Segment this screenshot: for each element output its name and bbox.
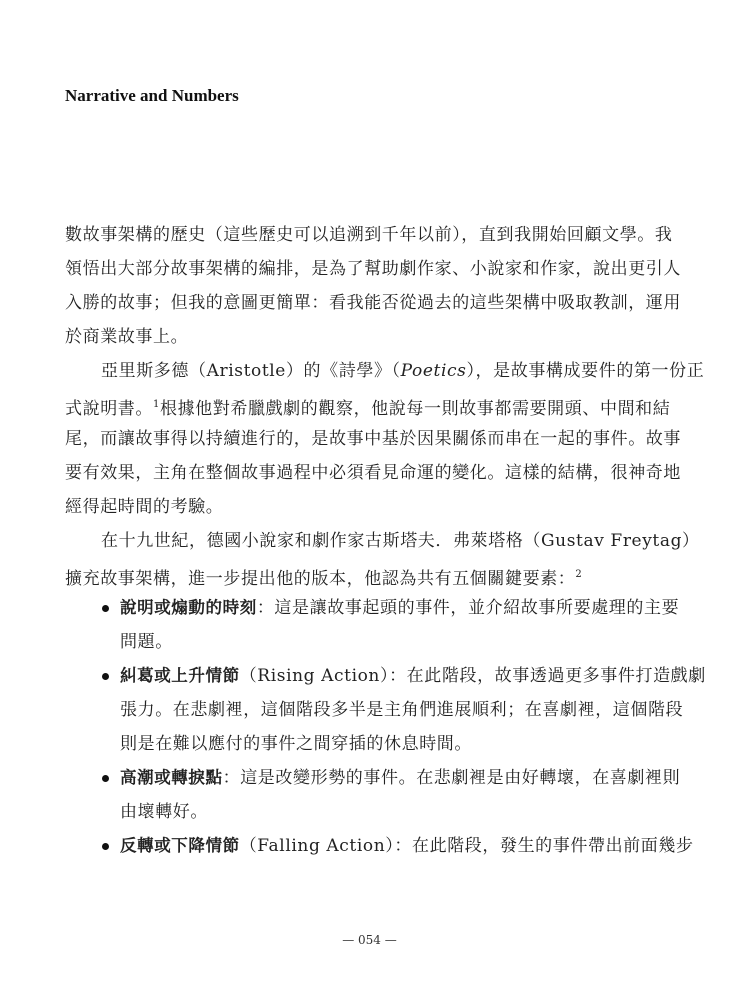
bullet-line: 由壞轉好。 — [120, 802, 208, 822]
paragraph-line: 數故事架構的歷史（這些歷史可以追溯到千年以前），直到我開始回顧文學。我 — [65, 225, 673, 245]
paragraph-line: 要有效果，主角在整個故事過程中必須看見命運的變化。這樣的結構，很神奇地 — [65, 463, 681, 483]
paragraph-line: 領悟出大部分故事架構的編排，是為了幫助劇作家、小說家和作家，說出更引人 — [65, 259, 681, 279]
bullet-dot-icon — [102, 843, 109, 850]
bullet-line — [120, 591, 681, 625]
text-run: 根據他對希臘戲劇的觀察，他說每一則故事都需要開頭、中間和結 — [159, 399, 671, 419]
bullet-line — [120, 829, 694, 863]
text-run: ：這是讓故事起頭的事件，並介紹故事所要處理的主要 — [256, 598, 680, 618]
bullet-term: 糾葛或上升情節 — [120, 666, 240, 685]
bullet-item — [96, 591, 681, 659]
bullet-line: 問題。 — [120, 632, 173, 652]
bullet-term: 反轉或下降情節 — [120, 836, 240, 855]
bullet-dot-icon — [102, 673, 109, 680]
footnote-ref: 2 — [575, 569, 583, 580]
paragraph-line: 尾，而讓故事得以持續進行的，是故事中基於因果關係而串在一起的事件。故事 — [65, 429, 681, 449]
bullet-term: 高潮或轉捩點 — [120, 768, 223, 787]
paragraph-line: 經得起時間的考驗。 — [65, 497, 224, 517]
text-run: 擴充故事架構，進一步提出他的版本，他認為共有五個關鍵要素： — [65, 569, 576, 589]
bullet-dot-icon — [102, 605, 109, 612]
bullet-item — [96, 761, 681, 829]
text-run: 式說明書。 — [65, 399, 153, 419]
italic-title: Poetics — [400, 361, 467, 381]
bullet-line — [120, 761, 681, 795]
bullet-item — [96, 829, 694, 863]
footnote-ref: 1 — [153, 399, 160, 410]
bullet-line: 張力。在悲劇裡，這個階段多半是主角們進展順利；在喜劇裡，這個階段 — [120, 700, 684, 720]
bullet-term: 說明或煽動的時刻 — [120, 598, 257, 617]
paragraph-line: 在十九世紀，德國小說家和劇作家古斯塔夫．弗萊塔格（Gustav Freytag） — [101, 531, 700, 551]
paragraph-line: 入勝的故事；但我的意圖更簡單：看我能否從過去的這些架構中吸取教訓，運用 — [65, 293, 681, 313]
bullet-dot-icon — [102, 775, 109, 782]
bullet-line — [120, 659, 706, 693]
paragraph-line — [65, 388, 677, 422]
text-run: ），是故事構成要件的第一份正 — [466, 361, 705, 381]
bullet-item — [96, 659, 706, 761]
bullet-list — [96, 591, 706, 863]
paragraph-line — [65, 354, 705, 388]
bullet-line: 則是在難以應付的事件之間穿插的休息時間。 — [120, 734, 472, 754]
text-run: （Rising Action）：在此階段，故事透過更多事件打造戲劇 — [239, 666, 706, 686]
paragraph-line — [65, 558, 677, 592]
text-run: 亞里斯多德（Aristotle）的《詩學》（ — [101, 361, 401, 381]
page-number: — 054 — — [342, 933, 397, 947]
text-run: ：這是改變形勢的事件。在悲劇裡是由好轉壞，在喜劇裡則 — [222, 768, 681, 788]
paragraph-line: 於商業故事上。 — [65, 327, 189, 347]
body-text — [65, 218, 705, 592]
text-run: （Falling Action）：在此階段，發生的事件帶出前面幾步 — [239, 836, 694, 856]
running-header: Narrative and Numbers — [65, 86, 239, 105]
